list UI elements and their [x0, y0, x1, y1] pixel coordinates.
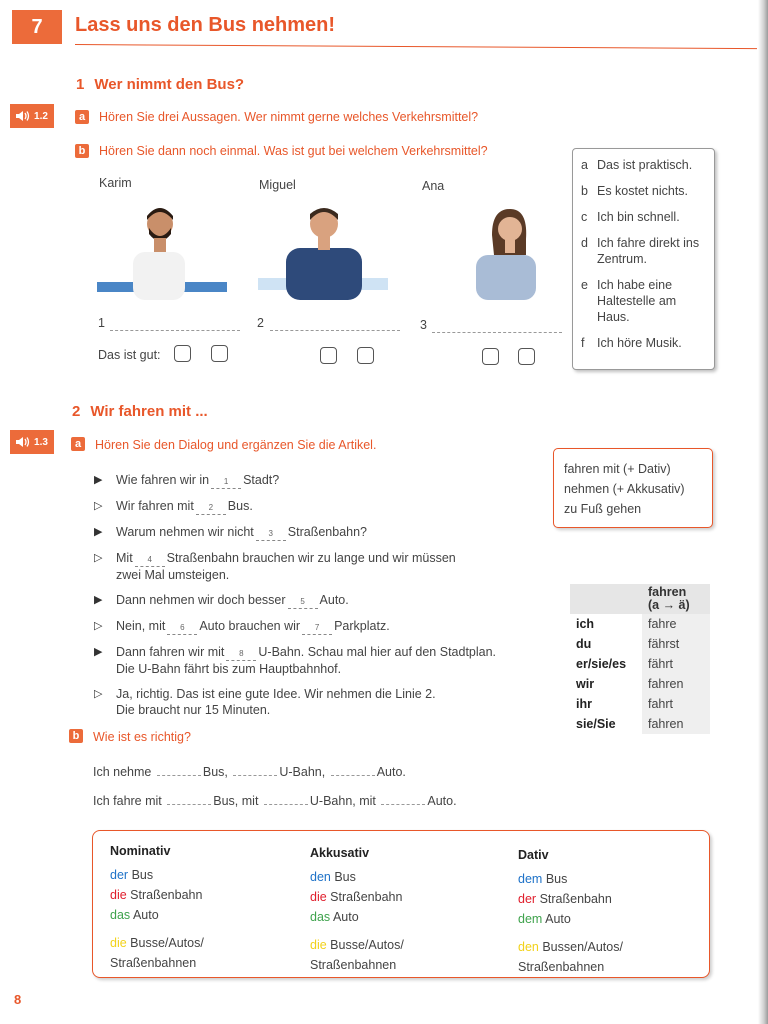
noun: Bus: [131, 868, 154, 882]
sentence-text: Auto.: [376, 765, 406, 779]
case-row-neuter: [110, 905, 290, 925]
photo-ana: [470, 205, 550, 300]
exercise-letter-b: b: [69, 729, 83, 743]
person-name-karim: Karim: [99, 176, 132, 190]
answer-blank-1[interactable]: [110, 330, 240, 331]
checkbox-ana-2[interactable]: [518, 348, 535, 365]
sentence-text: Auto.: [427, 794, 457, 808]
verb-form: fahrt: [642, 694, 710, 714]
sentence-text: U-Bahn,: [279, 765, 326, 779]
gap-field[interactable]: 4: [135, 554, 165, 567]
case-column-nominativ: [110, 841, 290, 973]
dialog-text: Die braucht nur 15 Minuten.: [116, 703, 271, 717]
option-letter: e: [581, 278, 588, 292]
dialog-text: U-Bahn. Schau mal hier auf den Stadtplan.: [258, 645, 497, 659]
pronoun: du: [570, 634, 642, 654]
gap-field[interactable]: 3: [256, 528, 286, 541]
exercise-1b-instruction: Hören Sie dann noch einmal. Was ist gut bei welchem Verkehrsmittel?: [99, 144, 488, 158]
gap-field[interactable]: 7: [302, 622, 332, 635]
option-letter: b: [581, 184, 588, 198]
dialog-line: [94, 498, 549, 515]
speaker-a-marker-icon: ▶: [94, 526, 103, 538]
gap-field[interactable]: 5: [288, 596, 318, 609]
answer-number-3: 3: [420, 318, 427, 332]
article: das: [310, 910, 331, 924]
dialog-text: Mit: [116, 551, 133, 565]
checkbox-miguel-1[interactable]: [320, 347, 337, 364]
person-name-ana: Ana: [422, 179, 445, 193]
dialog-text: Nein, mit: [116, 619, 166, 633]
article: den: [518, 940, 539, 954]
noun: Bussen/Autos/: [542, 940, 623, 954]
chapter-number-badge: 7: [12, 10, 62, 44]
noun: Auto: [132, 908, 159, 922]
section-number: 2: [72, 403, 81, 420]
speaker-a-marker-icon: ▶: [94, 474, 103, 486]
dialog-text: Auto brauchen wir: [199, 619, 301, 633]
dialog-text: Straßenbahn?: [287, 525, 368, 539]
das-ist-gut-label: Das ist gut:: [98, 348, 161, 362]
photo-karim: [97, 200, 227, 300]
dialog-text: zwei Mal umsteigen.: [116, 568, 230, 582]
noun: Auto: [332, 910, 359, 924]
answer-number-1: 1: [98, 316, 105, 330]
checkbox-ana-1[interactable]: [482, 348, 499, 365]
speaker-b-marker-icon: ▷: [94, 620, 103, 632]
case-column-akkusativ: [310, 843, 490, 975]
grammar-hint-line: nehmen (+ Akkusativ): [564, 482, 685, 496]
dialog-text: Warum nehmen wir nicht: [116, 525, 254, 539]
dialog-line: [94, 686, 549, 718]
verb-form: fahren: [642, 714, 710, 734]
section-title-text: Wer nimmt den Bus?: [94, 76, 245, 93]
noun: Busse/Autos/: [130, 936, 204, 950]
checkbox-karim-1[interactable]: [174, 345, 191, 362]
vowel-change: (a → ä): [648, 598, 690, 612]
answer-option: [581, 157, 706, 173]
pronoun: wir: [570, 674, 642, 694]
verb-form: fährt: [642, 654, 710, 674]
article: die: [110, 936, 127, 950]
article: das: [110, 908, 131, 922]
speaker-b-marker-icon: ▷: [94, 552, 103, 564]
case-row-plural: [310, 935, 490, 975]
dialog-text: Dann fahren wir mit: [116, 645, 225, 659]
conjugation-row: [570, 674, 710, 694]
noun: Straßenbahn: [539, 892, 612, 906]
case-row-feminine: [518, 889, 698, 909]
answer-option: [581, 335, 706, 351]
dialog-text: Wir fahren mit: [116, 499, 194, 513]
noun: Straßenbahnen: [518, 960, 605, 974]
fill-blank[interactable]: [381, 804, 425, 805]
case-column-dativ: [518, 845, 698, 977]
article: den: [310, 870, 331, 884]
option-text: Das ist praktisch.: [597, 158, 693, 172]
case-row-neuter: [518, 909, 698, 929]
conjugation-header-row: [570, 584, 710, 614]
verb-form: fahre: [642, 614, 710, 634]
exercise-letter-b: b: [75, 144, 89, 158]
fill-blank[interactable]: [331, 775, 375, 776]
dialog-text: Die U-Bahn fährt bis zum Hauptbahnhof.: [116, 662, 342, 676]
article: die: [310, 890, 327, 904]
case-heading: Nominativ: [110, 844, 171, 858]
option-text: Ich bin schnell.: [597, 210, 680, 224]
sentence-text: Ich nehme: [93, 765, 152, 779]
option-text: Ich habe eine Haltestelle am Haus.: [597, 278, 677, 324]
case-heading: Akkusativ: [310, 846, 370, 860]
speaker-a-marker-icon: ▶: [94, 646, 103, 658]
pronoun-header: [570, 584, 642, 614]
verb-header: [642, 584, 710, 614]
pronoun: ihr: [570, 694, 642, 714]
noun: Straßenbahn: [130, 888, 203, 902]
sentence-text: Ich fahre mit: [93, 794, 162, 808]
sentence-text: Bus, mit: [213, 794, 259, 808]
noun: Straßenbahnen: [310, 958, 397, 972]
checkbox-karim-2[interactable]: [211, 345, 228, 362]
dialog-line: [94, 472, 549, 489]
fill-blank[interactable]: [157, 775, 201, 776]
fill-sentence-nehmen: [93, 765, 406, 779]
article: die: [110, 888, 127, 902]
checkbox-miguel-2[interactable]: [357, 347, 374, 364]
exercise-2b-instruction: Wie ist es richtig?: [93, 730, 191, 744]
dialog-line: [94, 550, 549, 583]
photo-miguel: [258, 200, 388, 300]
exercise-2a-instruction: Hören Sie den Dialog und ergänzen Sie die Artikel.: [95, 438, 377, 452]
case-row-plural: [110, 933, 290, 973]
dialog-text: Stadt?: [243, 473, 280, 487]
fill-blank[interactable]: [233, 775, 277, 776]
fill-blank[interactable]: [264, 804, 308, 805]
gap-field[interactable]: 2: [196, 502, 226, 515]
noun: Bus: [545, 872, 568, 886]
case-row-masculine: [518, 869, 698, 889]
dialog-text: Parkplatz.: [334, 619, 390, 633]
verb-form: fährst: [642, 634, 710, 654]
speaker-a-marker-icon: ▶: [94, 594, 103, 606]
pronoun: er/sie/es: [570, 654, 642, 674]
option-text: Es kostet nichts.: [597, 184, 689, 198]
dialog-text: Dann nehmen wir doch besser: [116, 593, 286, 607]
person-name-miguel: Miguel: [259, 178, 296, 192]
sentence-text: Bus,: [202, 765, 228, 779]
case-row-feminine: [310, 887, 490, 907]
dialog-text: Auto.: [319, 593, 349, 607]
article: der: [518, 892, 537, 906]
gap-field[interactable]: 8: [226, 648, 256, 661]
case-row-feminine: [110, 885, 290, 905]
page-title: Lass uns den Bus nehmen!: [75, 14, 336, 36]
pronoun: ich: [570, 614, 642, 634]
page-binding-shadow: [758, 0, 768, 1024]
article: die: [310, 938, 327, 952]
option-letter: f: [581, 336, 585, 350]
dialog-line: [94, 524, 549, 541]
answer-option: [581, 209, 706, 225]
grammar-hint-box: [553, 448, 713, 528]
case-row-neuter: [310, 907, 490, 927]
article: der: [110, 868, 129, 882]
option-letter: d: [581, 236, 588, 250]
conjugation-row: [570, 694, 710, 714]
gap-field[interactable]: 1: [211, 476, 241, 489]
option-letter: c: [581, 210, 588, 224]
gap-field[interactable]: 6: [167, 622, 197, 635]
section-2-title: [72, 403, 208, 420]
section-number: 1: [76, 76, 85, 93]
verb-infinitive: fahren: [648, 585, 687, 599]
article-cases-box: [92, 830, 710, 978]
noun: Auto: [545, 912, 571, 926]
case-row-masculine: [110, 865, 290, 885]
answer-blank-3[interactable]: [432, 332, 562, 333]
speaker-icon: [16, 110, 30, 122]
grammar-hint-line: zu Fuß gehen: [564, 502, 642, 516]
case-row-masculine: [310, 867, 490, 887]
article: dem: [518, 912, 543, 926]
option-text: Ich fahre direkt ins Zentrum.: [597, 236, 700, 266]
answer-blank-2[interactable]: [270, 330, 400, 331]
audio-track-number: 1.2: [34, 110, 48, 122]
page-number: 8: [14, 992, 22, 1007]
conjugation-row: [570, 714, 710, 734]
conjugation-row: [570, 634, 710, 654]
case-row-plural: [518, 937, 698, 977]
case-heading: Dativ: [518, 848, 549, 862]
dialog-text: Wie fahren wir in: [116, 473, 210, 487]
dialog-line: [94, 592, 549, 609]
noun: Straßenbahn: [330, 890, 403, 904]
answer-option: [581, 183, 706, 199]
section-1-title: [76, 76, 244, 93]
dialog-text: Ja, richtig. Das ist eine gute Idee. Wir nehmen die Linie 2.: [116, 687, 436, 701]
title-divider: [75, 44, 757, 49]
fill-blank[interactable]: [167, 804, 211, 805]
dialog-line: [94, 644, 549, 677]
conjugation-row: [570, 654, 710, 674]
answer-options-box: [572, 148, 715, 370]
option-text: Ich höre Musik.: [597, 336, 682, 350]
audio-track-number: 1.3: [34, 436, 48, 448]
noun: Straßenbahnen: [110, 956, 197, 970]
dialog: [94, 472, 549, 718]
dialog-text: Bus.: [227, 499, 253, 513]
dialog-text: Straßenbahn brauchen wir zu lange und wir müssen: [166, 551, 456, 565]
sentence-text: U-Bahn, mit: [309, 794, 376, 808]
speaker-icon: [16, 436, 30, 448]
audio-track-button[interactable]: [10, 430, 54, 454]
answer-option: [581, 277, 706, 325]
noun: Busse/Autos/: [330, 938, 404, 952]
exercise-letter-a: a: [75, 110, 89, 124]
fill-sentence-fahren: [93, 794, 457, 808]
exercise-letter-a: a: [71, 437, 85, 451]
conjugation-row: [570, 614, 710, 634]
speaker-b-marker-icon: ▷: [94, 500, 103, 512]
exercise-1a-instruction: Hören Sie drei Aussagen. Wer nimmt gerne welches Verkehrsmittel?: [99, 110, 479, 124]
verb-form: fahren: [642, 674, 710, 694]
noun: Bus: [334, 870, 356, 884]
section-title-text: Wir fahren mit ...: [90, 403, 208, 420]
conjugation-table: [570, 584, 710, 734]
speaker-b-marker-icon: ▷: [94, 688, 103, 700]
article: dem: [518, 872, 543, 886]
grammar-hint-line: fahren mit (+ Dativ): [564, 462, 671, 476]
audio-track-button[interactable]: [10, 104, 54, 128]
answer-number-2: 2: [257, 316, 264, 330]
pronoun: sie/Sie: [570, 714, 642, 734]
answer-option: [581, 235, 706, 267]
option-letter: a: [581, 158, 588, 172]
dialog-line: [94, 618, 549, 635]
